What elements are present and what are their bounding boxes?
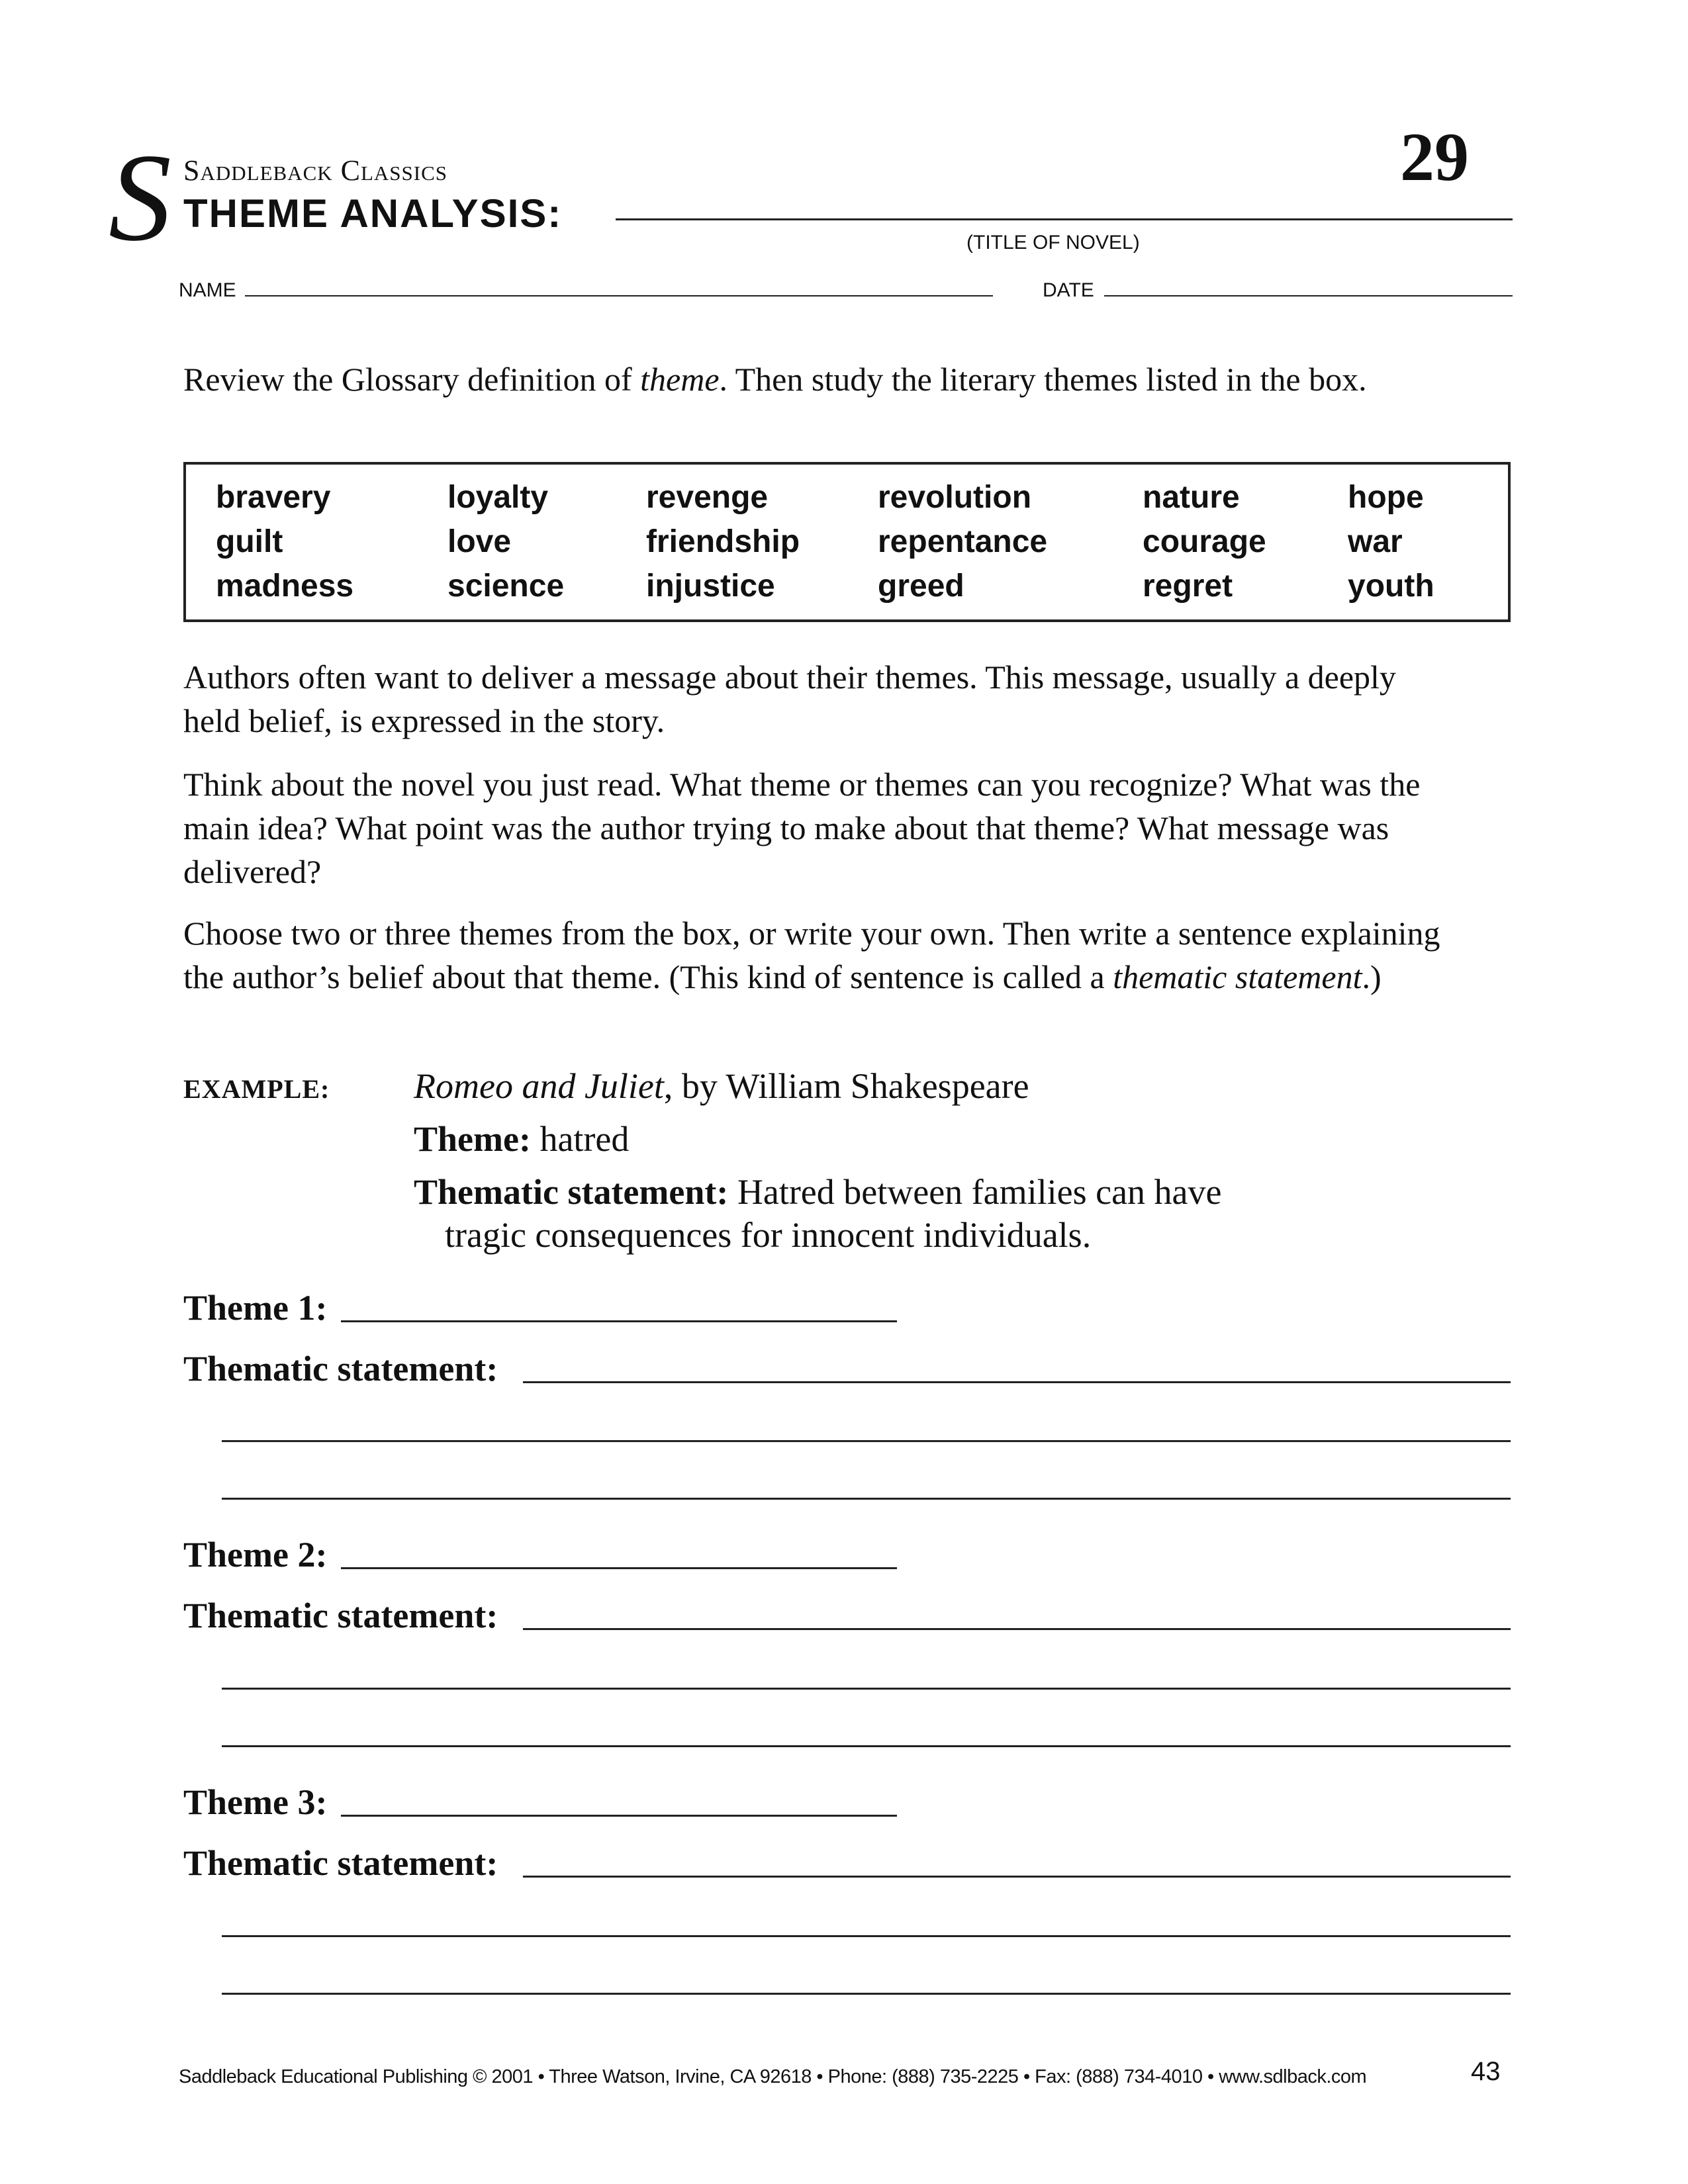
theme-word: hope [1348,480,1424,515]
theme-word: love [447,524,512,559]
series-name: Saddleback Classics [183,154,448,187]
statement-1-label: Thematic statement: [183,1349,498,1388]
theme-word: courage [1143,524,1266,559]
instructions-text-end: .) [1362,958,1382,995]
theme-word: revolution [878,480,1032,515]
publisher-footer: Saddleback Educational Publishing © 2001 • Three Watson, Irvine, CA 92618 • Phone: (888) 735-2225 • Fax: (888) 734-4010 • www.sdlback.com [179,2066,1367,2087]
example-theme-value: hatred [530,1119,630,1159]
novel-title-field[interactable] [616,218,1513,220]
name-field[interactable] [245,295,993,296]
example-book-author: , by William Shakespeare [663,1066,1029,1106]
paragraph-questions: Think about the novel you just read. What theme or themes can you recognize? What was the main idea? What point was the author trying to make about that theme? What message was delivered? [183,766,1421,890]
statement-2-line-2[interactable] [222,1688,1511,1690]
theme-3-label: Theme 3: [183,1782,328,1822]
intro-term: theme [640,361,720,398]
theme-word: friendship [646,524,800,559]
example-book [414,1066,1029,1107]
date-label: DATE [1043,279,1094,301]
svg-text:S: S [109,140,171,253]
intro-text-start: Review the Glossary definition of [183,361,641,398]
theme-1-field[interactable] [341,1320,897,1322]
statement-1-field[interactable] [523,1381,1511,1383]
example-statement [414,1171,1222,1212]
theme-2-label: Theme 2: [183,1535,328,1574]
name-label: NAME [179,279,236,301]
theme-word: regret [1143,569,1233,604]
theme-1-label: Theme 1: [183,1288,328,1328]
paragraph-instructions [183,911,1441,999]
theme-word: injustice [646,569,775,604]
theme-word: guilt [216,524,283,559]
example-theme [414,1118,629,1160]
statement-2-field[interactable] [523,1628,1511,1630]
statement-1-line-2[interactable] [222,1440,1511,1442]
example-theme-label: Theme: [414,1119,531,1159]
page-number: 43 [1471,2057,1501,2086]
theme-2-field[interactable] [341,1567,897,1569]
theme-word: bravery [216,480,331,515]
worksheet-number: 29 [1400,119,1469,195]
paragraph-message: Authors often want to deliver a message about their themes. This message, usually a deeply held belief, is expressed in the story. [183,659,1396,739]
saddleback-logo [106,140,179,253]
title-caption: (TITLE OF NOVEL) [966,232,1140,253]
theme-word: madness [216,569,354,604]
theme-word: repentance [878,524,1048,559]
example-statement-value: Hatred between families can have [728,1172,1222,1212]
instructions-text-start: Choose two or three themes from the box, or write your own. Then write a sentence explaining the author’s belief about that theme. (This kind of sentence is called a [183,915,1440,995]
example-book-title: Romeo and Juliet [414,1066,664,1106]
theme-3-field[interactable] [341,1815,897,1817]
statement-3-line-3[interactable] [222,1993,1511,1995]
theme-word: greed [878,569,964,604]
example-statement-label: Thematic statement: [414,1172,729,1212]
themes-box [183,462,1511,622]
statement-3-label: Thematic statement: [183,1843,498,1883]
statement-2-label: Thematic statement: [183,1596,498,1635]
example-statement-continued: tragic consequences for innocent individuals. [445,1215,1092,1255]
theme-word: loyalty [447,480,549,515]
statement-3-field[interactable] [523,1876,1511,1878]
intro-text-end: . Then study the literary themes listed in the box. [719,361,1367,398]
statement-3-line-2[interactable] [222,1935,1511,1937]
theme-word: youth [1348,569,1434,604]
example-label: EXAMPLE: [183,1074,330,1104]
statement-2-line-3[interactable] [222,1745,1511,1747]
intro-paragraph [183,357,1441,401]
theme-word: war [1348,524,1403,559]
statement-1-line-3[interactable] [222,1498,1511,1500]
theme-word: revenge [646,480,769,515]
theme-word: science [447,569,565,604]
instructions-term: thematic statement [1113,958,1362,995]
date-field[interactable] [1104,295,1513,296]
worksheet-title: THEME ANALYSIS: [183,191,563,236]
theme-word: nature [1143,480,1240,515]
